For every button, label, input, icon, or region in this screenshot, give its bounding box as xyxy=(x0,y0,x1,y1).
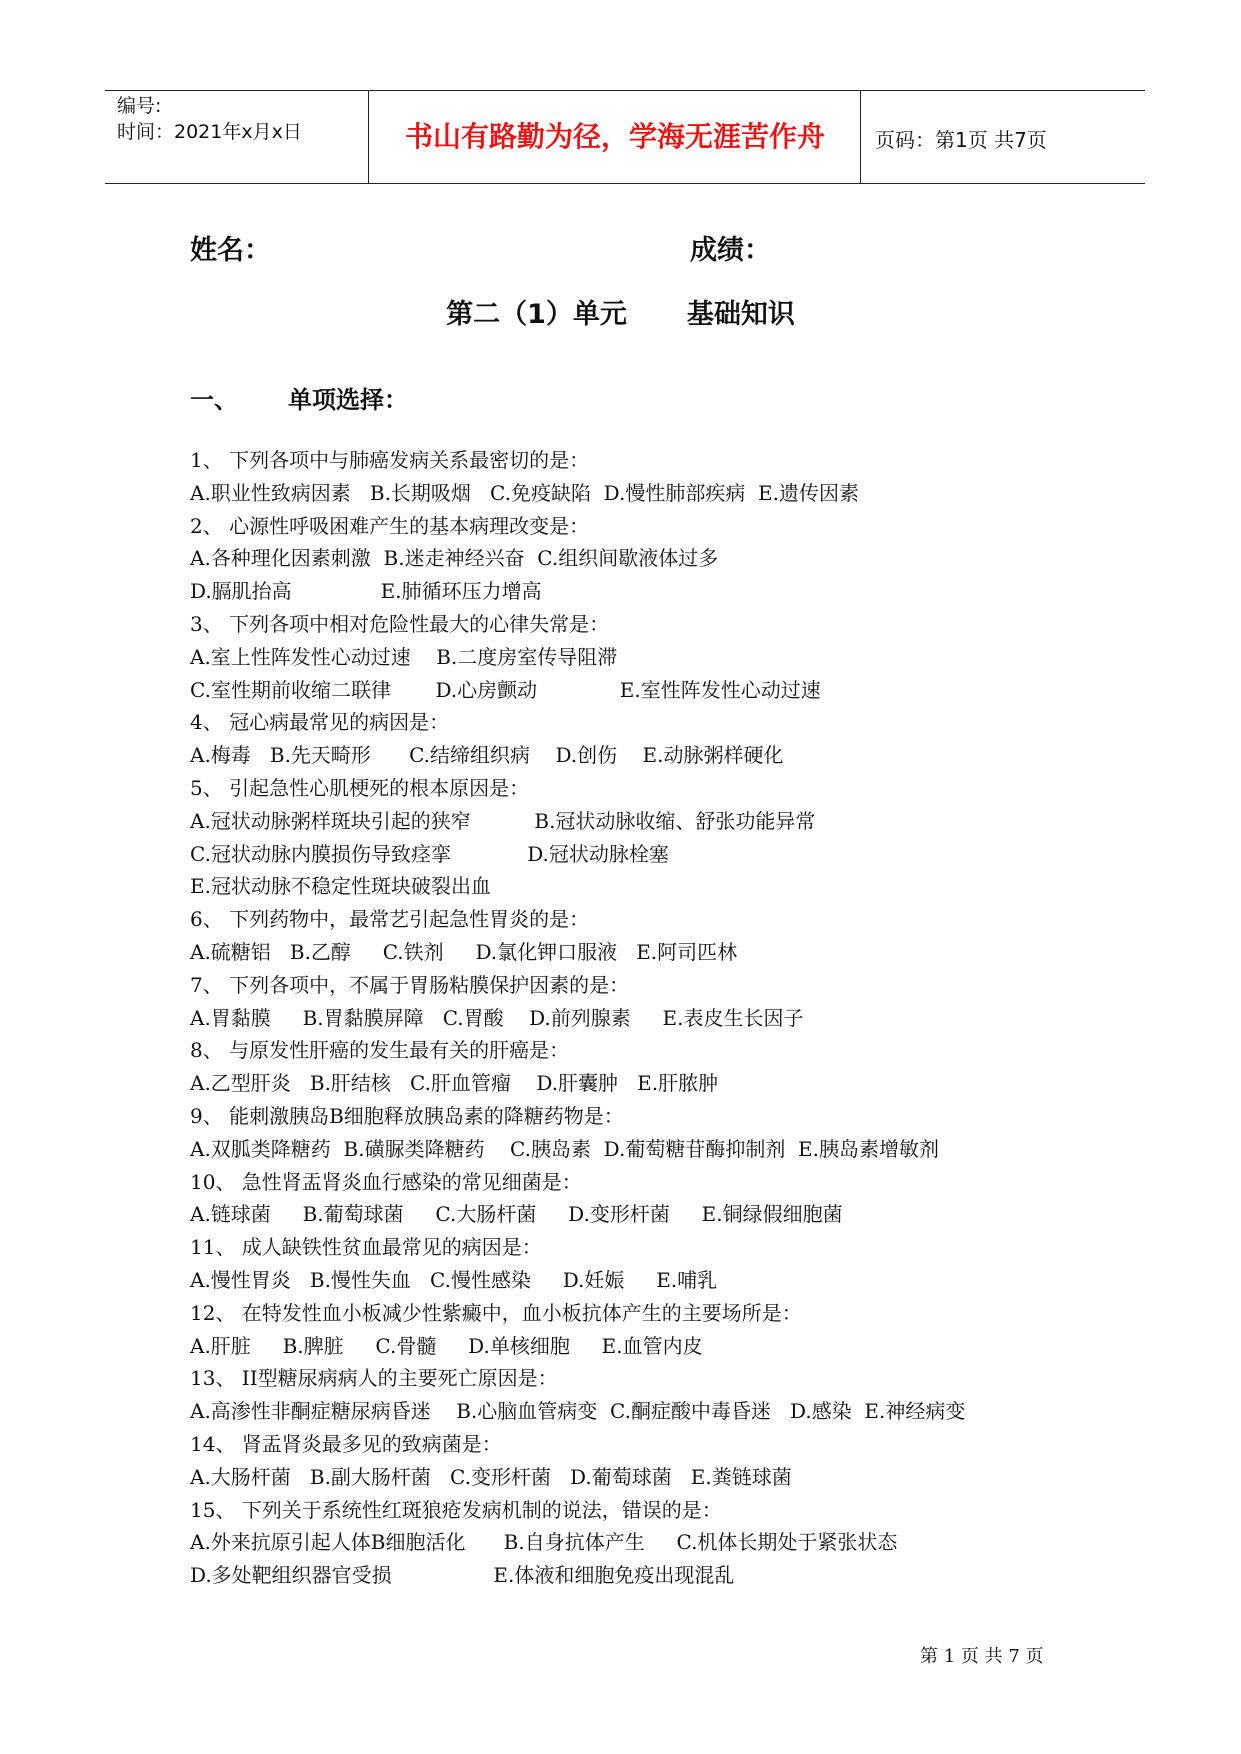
answer-options: A.高渗性非酮症糖尿病昏迷 B.心脑血管病变 C.酮症酸中毒昏迷 D.感染 E.神经病变 xyxy=(190,1399,966,1424)
answer-options: A.双胍类降糖药 B.磺脲类降糖药 C.胰岛素 D.葡萄糖苷酶抑制剂 E.胰岛素增敏剂 xyxy=(190,1136,940,1161)
answer-options: D.膈肌抬高 E.肺循环压力增高 xyxy=(190,579,542,604)
question-text: 7、 下列各项中，不属于胃肠粘膜保护因素的是： xyxy=(190,972,630,997)
number-label: 编号: xyxy=(117,95,162,117)
document-header xyxy=(105,90,1145,184)
answer-options: A.慢性胃炎 B.慢性失血 C.慢性感染 D.妊娠 E.哺乳 xyxy=(190,1267,718,1292)
name-label: 姓名： xyxy=(190,235,271,266)
title-topic: 基础知识 xyxy=(686,299,795,330)
answer-options: E.冠状动脉不稳定性斑块破裂出血 xyxy=(190,874,491,899)
answer-options: A.各种理化因素刺激 B.迷走神经兴奋 C.组织间歇液体过多 xyxy=(190,546,719,571)
title-unit: 第二（1）单元 xyxy=(446,299,627,330)
question-text: 3、 下列各项中相对危险性最大的心律失常是： xyxy=(190,611,610,636)
question-list xyxy=(190,444,1090,1592)
answer-options: A.室上性阵发性心动过速 B.二度房室传导阻滞 xyxy=(190,644,618,669)
question-text: 12、 在特发性血小板减少性紫癜中，血小板抗体产生的主要场所是： xyxy=(190,1300,802,1325)
question-text: 4、 冠心病最常见的病因是： xyxy=(190,710,450,735)
time-label: 时间：2021年x月x日 xyxy=(117,121,302,143)
header-motto: 书山有路勤为径，学海无涯苦作舟 xyxy=(404,120,825,153)
question-text: 11、 成人缺铁性贫血最常见的病因是： xyxy=(190,1235,542,1260)
section-label: 单项选择： xyxy=(288,386,408,414)
header-divider xyxy=(860,91,861,183)
answer-options: A.链球菌 B.葡萄球菌 C.大肠杆菌 D.变形杆菌 E.铜绿假细胞菌 xyxy=(190,1202,843,1227)
answer-options: D.多处靶组织器官受损 E.体液和细胞免疫出现混乱 xyxy=(190,1563,735,1588)
section-number: 一、 xyxy=(190,386,238,414)
question-text: 6、 下列药物中，最常艺引起急性胃炎的是： xyxy=(190,907,590,932)
question-text: 14、 肾盂肾炎最多见的致病菌是： xyxy=(190,1431,502,1456)
question-text: 13、 II型糖尿病病人的主要死亡原因是： xyxy=(190,1366,558,1391)
score-label: 成绩： xyxy=(690,235,771,266)
header-divider xyxy=(368,91,369,183)
answer-options: A.肝脏 B.脾脏 C.骨髓 D.单核细胞 E.血管内皮 xyxy=(190,1333,703,1358)
answer-options: C.室性期前收缩二联律 D.心房颤动 E.室性阵发性心动过速 xyxy=(190,677,821,702)
question-text: 5、 引起急性心肌梗死的根本原因是： xyxy=(190,775,530,800)
page-title xyxy=(0,292,1241,331)
question-text: 1、 下列各项中与肺癌发病关系最密切的是： xyxy=(190,448,590,472)
header-meta xyxy=(117,91,367,183)
answer-options: A.硫糖铝 B.乙醇 C.铁剂 D.氯化钾口服液 E.阿司匹林 xyxy=(190,939,738,964)
answer-options: A.职业性致病因素 B.长期吸烟 C.免疫缺陷 D.慢性肺部疾病 E.遗传因素 xyxy=(190,480,860,505)
question-text: 8、 与原发性肝癌的发生最有关的肝癌是： xyxy=(190,1038,570,1063)
question-text: 15、 下列关于系统性红斑狼疮发病机制的说法，错误的是： xyxy=(190,1497,722,1522)
answer-options: A.胃黏膜 B.胃黏膜屏障 C.胃酸 D.前列腺素 E.表皮生长因子 xyxy=(190,1005,804,1030)
answer-options: A.外来抗原引起人体B细胞活化 B.自身抗体产生 C.机体长期处于紧张状态 xyxy=(190,1530,898,1555)
section-heading xyxy=(190,380,408,415)
answer-options: A.大肠杆菌 B.副大肠杆菌 C.变形杆菌 D.葡萄球菌 E.粪链球菌 xyxy=(190,1464,792,1489)
header-page-info: 页码：第1页 共7页 xyxy=(875,128,1047,152)
answer-options: A.冠状动脉粥样斑块引起的狭窄 B.冠状动脉收缩、舒张功能异常 xyxy=(190,808,816,833)
page-footer: 第 1 页 共 7 页 xyxy=(920,1646,1044,1667)
question-text: 9、 能刺激胰岛B细胞释放胰岛素的降糖药物是： xyxy=(190,1103,624,1128)
answer-options: C.冠状动脉内膜损伤导致痉挛 D.冠状动脉栓塞 xyxy=(190,841,669,866)
question-text: 10、 急性肾盂肾炎血行感染的常见细菌是： xyxy=(190,1169,582,1194)
question-text: 2、 心源性呼吸困难产生的基本病理改变是： xyxy=(190,513,590,538)
answer-options: A.梅毒 B.先天畸形 C.结缔组织病 D.创伤 E.动脉粥样硬化 xyxy=(190,743,784,768)
answer-options: A.乙型肝炎 B.肝结核 C.肝血管瘤 D.肝囊肿 E.肝脓肿 xyxy=(190,1071,719,1096)
